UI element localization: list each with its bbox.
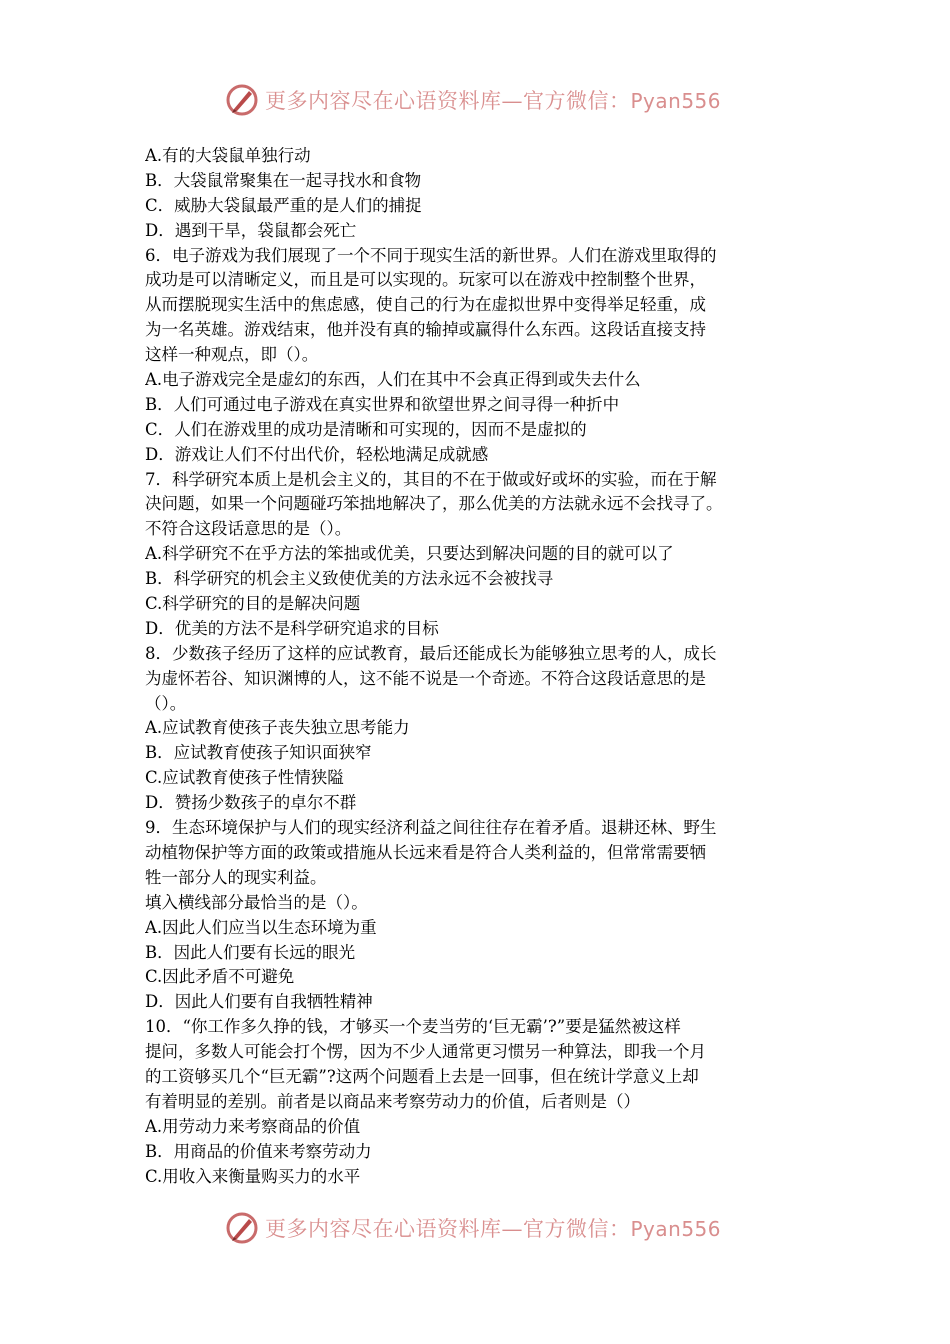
text-line: 动植物保护等方面的政策或措施从长远来看是符合人类利益的，但常常需要牺 — [145, 842, 706, 862]
text-line: C.用收入来衡量购买力的水平 — [145, 1166, 361, 1186]
text-line: 填入横线部分最恰当的是（）。 — [145, 892, 368, 912]
text-line: A.电子游戏完全是虚幻的东西，人们在其中不会真正得到或失去什么 — [145, 370, 641, 390]
text-line: A.用劳动力来考察商品的价值 — [145, 1116, 361, 1136]
text-line: 为虚怀若谷、知识渊博的人，这不能不说是一个奇迹。不符合这段话意思的是 — [145, 668, 706, 688]
text-line: 这样一种观点，即（）。 — [145, 345, 319, 365]
text-line: B．用商品的价值来考察劳动力 — [145, 1141, 372, 1161]
text-line: 6．电子游戏为我们展现了一个不同于现实生活的新世界。人们在游戏里取得的 — [145, 245, 717, 265]
text-line: 的工资够买几个“巨无霸”?这两个问题看上去是一回事，但在统计学意义上却 — [145, 1066, 699, 1086]
pen-logo-icon — [225, 83, 259, 117]
text-line: A.应试教育使孩子丧失独立思考能力 — [145, 718, 410, 738]
text-line: 决问题，如果一个问题碰巧笨拙地解决了，那么优美的方法就永远不会找寻了。 — [145, 494, 723, 514]
text-line: 7．科学研究本质上是机会主义的，其目的不在于做或好或坏的实验，而在于解 — [145, 469, 717, 489]
document-body — [145, 144, 810, 1189]
banner-text: 更多内容尽在心语资料库—官方微信：Pyan556 — [265, 1217, 722, 1241]
text-line: B．科学研究的机会主义致使优美的方法永远不会被找寻 — [145, 569, 554, 589]
text-line: 10．“你工作多久挣的钱，才够买一个麦当劳的‘巨无霸’?”要是猛然被这样 — [145, 1017, 681, 1037]
text-line: （）。 — [145, 693, 187, 713]
text-line: C.因此矛盾不可避免 — [145, 967, 295, 987]
text-line: 有着明显的差别。前者是以商品来考察劳动力的价值，后者则是（） — [145, 1091, 640, 1111]
banner-text: 更多内容尽在心语资料库—官方微信：Pyan556 — [265, 89, 722, 113]
text-line: B．因此人们要有长远的眼光 — [145, 942, 356, 962]
header-watermark-banner — [225, 80, 745, 120]
footer-watermark-banner — [225, 1208, 745, 1248]
text-line: 9．生态环境保护与人们的现实经济利益之间往往存在着矛盾。退耕还林、野生 — [145, 818, 717, 838]
text-line: A.因此人们应当以生态环境为重 — [145, 917, 377, 937]
text-line: A.有的大袋鼠单独行动 — [145, 146, 311, 165]
text-line: C.科学研究的目的是解决问题 — [145, 594, 361, 614]
text-line: B．人们可通过电子游戏在真实世界和欲望世界之间寻得一种折中 — [145, 394, 620, 414]
text-line: 成功是可以清晰定义，而且是可以实现的。玩家可以在游戏中控制整个世界， — [145, 270, 706, 290]
text-line: B．应试教育使孩子知识面狭窄 — [145, 743, 372, 763]
text-line: 提问，多数人可能会打个愣，因为不少人通常更习惯另一种算法，即我一个月 — [145, 1042, 706, 1062]
text-line: C．威胁大袋鼠最严重的是人们的捕捉 — [145, 195, 422, 215]
text-line: C．人们在游戏里的成功是清晰和可实现的，因而不是虚拟的 — [145, 419, 587, 439]
text-line: D．优美的方法不是科学研究追求的目标 — [145, 618, 439, 638]
text-line: D．遇到干旱，袋鼠都会死亡 — [145, 220, 357, 240]
text-line: B．大袋鼠常聚集在一起寻找水和食物 — [145, 170, 422, 190]
text-line: 为一名英雄。游戏结束，他并没有真的输掉或赢得什么东西。这段话直接支持 — [145, 320, 706, 340]
pen-logo-icon — [225, 1211, 259, 1245]
text-line: D．因此人们要有自我牺牲精神 — [145, 992, 373, 1012]
text-line: D．游戏让人们不付出代价，轻松地满足成就感 — [145, 444, 489, 464]
text-line: 牲一部分人的现实利益。 — [145, 867, 327, 887]
text-line: 从而摆脱现实生活中的焦虑感，使自己的行为在虚拟世界中变得举足轻重，成 — [145, 295, 706, 315]
text-line: 8．少数孩子经历了这样的应试教育，最后还能成长为能够独立思考的人，成长 — [145, 643, 717, 663]
text-line: 不符合这段话意思的是（）。 — [145, 519, 352, 539]
text-line: C.应试教育使孩子性情狭隘 — [145, 768, 344, 788]
text-line: A.科学研究不在乎方法的笨拙或优美，只要达到解决问题的目的就可以了 — [145, 544, 674, 564]
text-line: D．赞扬少数孩子的卓尔不群 — [145, 793, 357, 813]
